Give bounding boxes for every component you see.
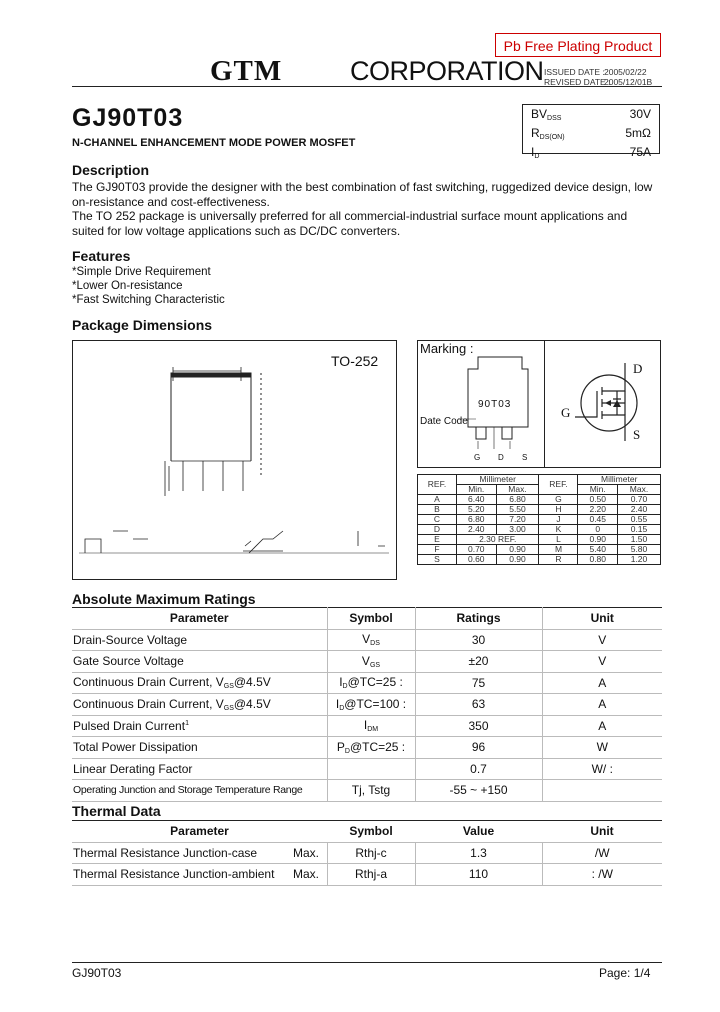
col-header: Parameter — [72, 821, 327, 843]
table-row: Gate Source Voltage $V_{GS}$ ±20 V — [72, 651, 662, 673]
description-p2: The TO 252 package is universally preferred for all commercial-industrial surface mount applications and suited for low voltage applications such as DC/DC converters. — [72, 209, 628, 238]
thermal-table — [72, 820, 662, 886]
dim-header-max: Max. — [496, 485, 539, 495]
spec-row: $BV_{DSS}$ 30V — [531, 107, 651, 122]
dim-header-group: Millimeter — [578, 475, 661, 485]
package-name: TO-252 — [331, 353, 379, 369]
table-row: C 6.80 7.20 J 0.45 0.55 — [418, 515, 661, 525]
features-list — [72, 265, 225, 307]
table-row: B 5.20 5.50 H 2.20 2.40 — [418, 505, 661, 515]
abs-max-table — [72, 607, 662, 802]
part-number: GJ90T03 — [72, 104, 184, 132]
pin-label-s: S — [522, 453, 528, 462]
feature-item: *Fast Switching Characteristic — [72, 294, 225, 306]
table-row: A 6.40 6.80 G 0.50 0.70 — [418, 495, 661, 505]
source-label: S — [633, 427, 641, 442]
spec-row: $R_{DS(ON)}$ 5mΩ — [531, 126, 651, 141]
package-drawing — [72, 340, 397, 580]
col-header: Parameter — [72, 608, 327, 630]
col-header: Ratings — [415, 608, 542, 630]
table-row: Thermal Resistance Junction-case Max. Rthj-c 1.3 /W — [72, 842, 662, 864]
col-header: Symbol — [327, 821, 415, 843]
marking-box — [417, 340, 544, 468]
pin-label-d: D — [498, 453, 504, 462]
table-row: S 0.60 0.90 R 0.80 1.20 — [418, 555, 661, 565]
col-header: Value — [415, 821, 542, 843]
package-heading: Package Dimensions — [72, 317, 213, 333]
subtitle: N-CHANNEL ENHANCEMENT MODE POWER MOSFET — [72, 137, 356, 149]
footer-page: Page: 1/4 — [599, 966, 651, 980]
pb-free-badge: Pb Free Plating Product — [495, 33, 661, 57]
description-heading: Description — [72, 162, 150, 178]
feature-item: *Simple Drive Requirement — [72, 266, 211, 278]
gate-label: G — [561, 405, 571, 420]
pin-label-g: G — [474, 453, 481, 462]
footer-part-number: GJ90T03 — [72, 966, 122, 980]
header-rule — [72, 86, 662, 87]
col-header: Unit — [542, 608, 662, 630]
table-row: Continuous Drain Current, $V_{GS}@4.5V$ $I_D@TC=100$ : 63 A — [72, 694, 662, 716]
footer-rule — [72, 962, 662, 963]
dim-header-ref: REF. — [539, 475, 578, 495]
issued-label: ISSUED DATE : — [544, 67, 605, 77]
table-row: Total Power Dissipation $P_D@TC=25$ : 96 W — [72, 737, 662, 759]
drain-label: D — [633, 361, 643, 376]
table-row: Continuous Drain Current, $V_{GS}@4.5V$ $I_D@TC=25$ : 75 A — [72, 672, 662, 694]
brand-logo: GTM — [210, 55, 283, 87]
table-row: D 2.40 3.00 K 0 0.15 — [418, 525, 661, 535]
table-row: Linear Derating Factor 0.7 W/ : — [72, 758, 662, 780]
col-header: Symbol — [327, 608, 415, 630]
table-row: E 2.30 REF. L 0.90 1.50 — [418, 535, 661, 545]
dim-header-min: Min. — [578, 485, 618, 495]
feature-item: *Lower On-resistance — [72, 280, 183, 292]
col-header: Unit — [542, 821, 662, 843]
corporation-text: CORPORATION — [350, 56, 544, 86]
spec-row: $I_D$ 75A — [531, 145, 651, 160]
mosfet-symbol-box — [544, 340, 661, 468]
spec-summary-box — [522, 104, 660, 160]
table-row: Operating Junction and Storage Temperature Range Tj, Tstg -55 ~ +150 — [72, 780, 662, 802]
issued-value: 2005/02/22 — [604, 67, 647, 77]
date-code-label: Date Code — [420, 416, 468, 427]
dim-header-min: Min. — [457, 485, 497, 495]
revised-value: 2005/12/01B — [604, 77, 653, 87]
revised-label: REVISED DATE : — [544, 77, 611, 87]
table-row: Pulsed Drain Current$^1$ $I_{DM}$ 350 A — [72, 715, 662, 737]
table-row: Drain-Source Voltage $V_{DS}$ 30 V — [72, 629, 662, 651]
thermal-heading: Thermal Data — [72, 803, 161, 819]
description-p1: The GJ90T03 provide the designer with the best combination of fast switching, ruggedized device design, low on-resistance and cost-effectiveness. — [72, 180, 653, 209]
dim-header-ref: REF. — [418, 475, 457, 495]
marking-code: 90T03 — [478, 399, 512, 410]
abs-max-heading: Absolute Maximum Ratings — [72, 591, 256, 607]
marking-label: Marking : — [420, 341, 474, 356]
dimension-table — [417, 474, 661, 565]
table-row: Thermal Resistance Junction-ambient Max. Rthj-a 110 : /W — [72, 864, 662, 886]
features-heading: Features — [72, 248, 131, 264]
table-row: F 0.70 0.90 M 5.40 5.80 — [418, 545, 661, 555]
dim-header-max: Max. — [618, 485, 661, 495]
issue-dates — [544, 67, 652, 87]
package-outline-drawing — [73, 341, 396, 579]
dim-header-group: Millimeter — [457, 475, 539, 485]
